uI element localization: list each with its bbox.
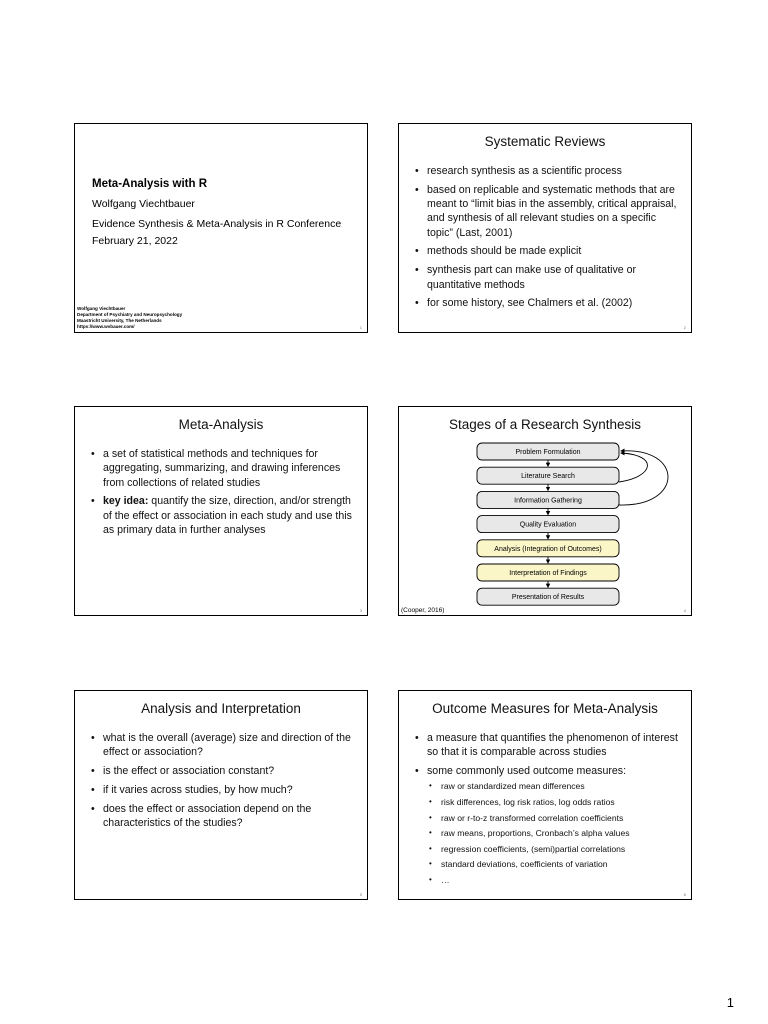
stage-label: Literature Search — [521, 473, 575, 481]
citation: (Cooper, 2016) — [401, 607, 445, 614]
slide-1 — [74, 123, 368, 333]
footer-line: Maastricht University, The Netherlands — [77, 318, 162, 323]
slide-4 — [398, 406, 692, 616]
bullet-item: • does the effect or association depend on the characteristics of the studies? — [89, 802, 355, 831]
slide-number: 6 — [683, 892, 686, 897]
presentation-title: Meta-Analysis with R — [92, 178, 208, 190]
footer-line: Department of Psychiatry and Neuropsychology — [77, 312, 183, 317]
bullet-item: • is the effect or association constant? — [89, 764, 355, 778]
slide-title: Analysis and Interpretation — [141, 701, 301, 716]
slide-5 — [74, 690, 368, 900]
slide-number: 3 — [359, 608, 362, 613]
bullet-item: • a set of statistical methods and techniques for aggregating, summarizing, and drawing inferences from collections of related studies — [89, 447, 355, 490]
key-idea-label: key idea: — [103, 495, 149, 508]
sub-bullet-item: • … — [427, 875, 679, 886]
event-name: Evidence Synthesis & Meta-Analysis in R Conference — [92, 218, 342, 230]
stage-label: Quality Evaluation — [519, 521, 577, 529]
stage-label: Problem Formulation — [515, 449, 581, 456]
key-idea-text: quantify the size, direction, and/or strength of the effect or association in each study and use this as primary data in further analyses — [103, 495, 352, 536]
sub-bullet-item: • raw or standardized mean differences — [427, 781, 679, 792]
bullet-item: • based on replicable and systematic methods that are meant to “limit bias in the assembly, critical appraisal, and synthesis of all relevant studies on a specific topic” (Last, 2001) — [413, 183, 679, 240]
bullet-list — [413, 164, 679, 315]
stage-label: Presentation of Results — [511, 594, 585, 602]
sub-bullet-list — [427, 781, 679, 886]
bullet-item: • synthesis part can make use of qualitative or quantitative methods — [413, 263, 679, 292]
bullet-list — [89, 731, 355, 835]
author-name: Wolfgang Viechtbauer — [92, 198, 195, 210]
slide-title: Outcome Measures for Meta-Analysis — [432, 701, 658, 716]
slide-title: Systematic Reviews — [484, 134, 606, 149]
sub-bullet-item: • standard deviations, coefficients of variation — [427, 859, 679, 870]
bullet-item — [413, 764, 679, 886]
slide-title: Meta-Analysis — [178, 417, 264, 432]
stage-label: Interpretation of Findings — [509, 570, 587, 577]
sub-bullet-item: • risk differences, log risk ratios, log odds ratios — [427, 797, 679, 808]
footer-line: Wolfgang Viechtbauer — [77, 306, 126, 311]
bullet-item: • a measure that quantifies the phenomenon of interest so that it is comparable across studies — [413, 731, 679, 760]
stage-label: Analysis (Integration of Outcomes) — [494, 545, 602, 553]
slide-number: 1 — [359, 325, 362, 330]
slide-title: Stages of a Research Synthesis — [448, 417, 642, 432]
slide-3 — [74, 406, 368, 616]
slide-2 — [398, 123, 692, 333]
bullet-text: some commonly used outcome measures: — [427, 765, 627, 778]
bullet-list — [89, 447, 355, 542]
stages-flowchart — [399, 407, 692, 616]
sub-bullet-item: • raw means, proportions, Cronbach’s alpha values — [427, 828, 679, 839]
bullet-item: • what is the overall (average) size and direction of the effect or association? — [89, 731, 355, 760]
page-number: 1 — [726, 995, 734, 1010]
slide-number: 5 — [359, 892, 362, 897]
loop-arrow-icon — [619, 453, 647, 482]
bullet-item: • for some history, see Chalmers et al. (2002) — [413, 296, 679, 310]
footer-url[interactable]: https://www.wvbauer.com/ — [77, 324, 135, 329]
bullet-item: • methods should be made explicit — [413, 244, 679, 258]
author-affiliation — [77, 306, 182, 330]
stage-label: Information Gathering — [514, 497, 582, 505]
bullet-item: • if it varies across studies, by how much? — [89, 783, 355, 797]
bullet-item: • research synthesis as a scientific process — [413, 164, 679, 178]
sub-bullet-item: • raw or r-to-z transformed correlation coefficients — [427, 813, 679, 824]
slide-number: 2 — [683, 325, 686, 330]
bullet-list — [413, 731, 679, 891]
slide-number: 4 — [683, 608, 686, 613]
sub-bullet-item: • regression coefficients, (semi)partial correlations — [427, 844, 679, 855]
slide-6 — [398, 690, 692, 900]
presentation-date: February 21, 2022 — [92, 235, 178, 247]
bullet-item — [89, 494, 355, 537]
